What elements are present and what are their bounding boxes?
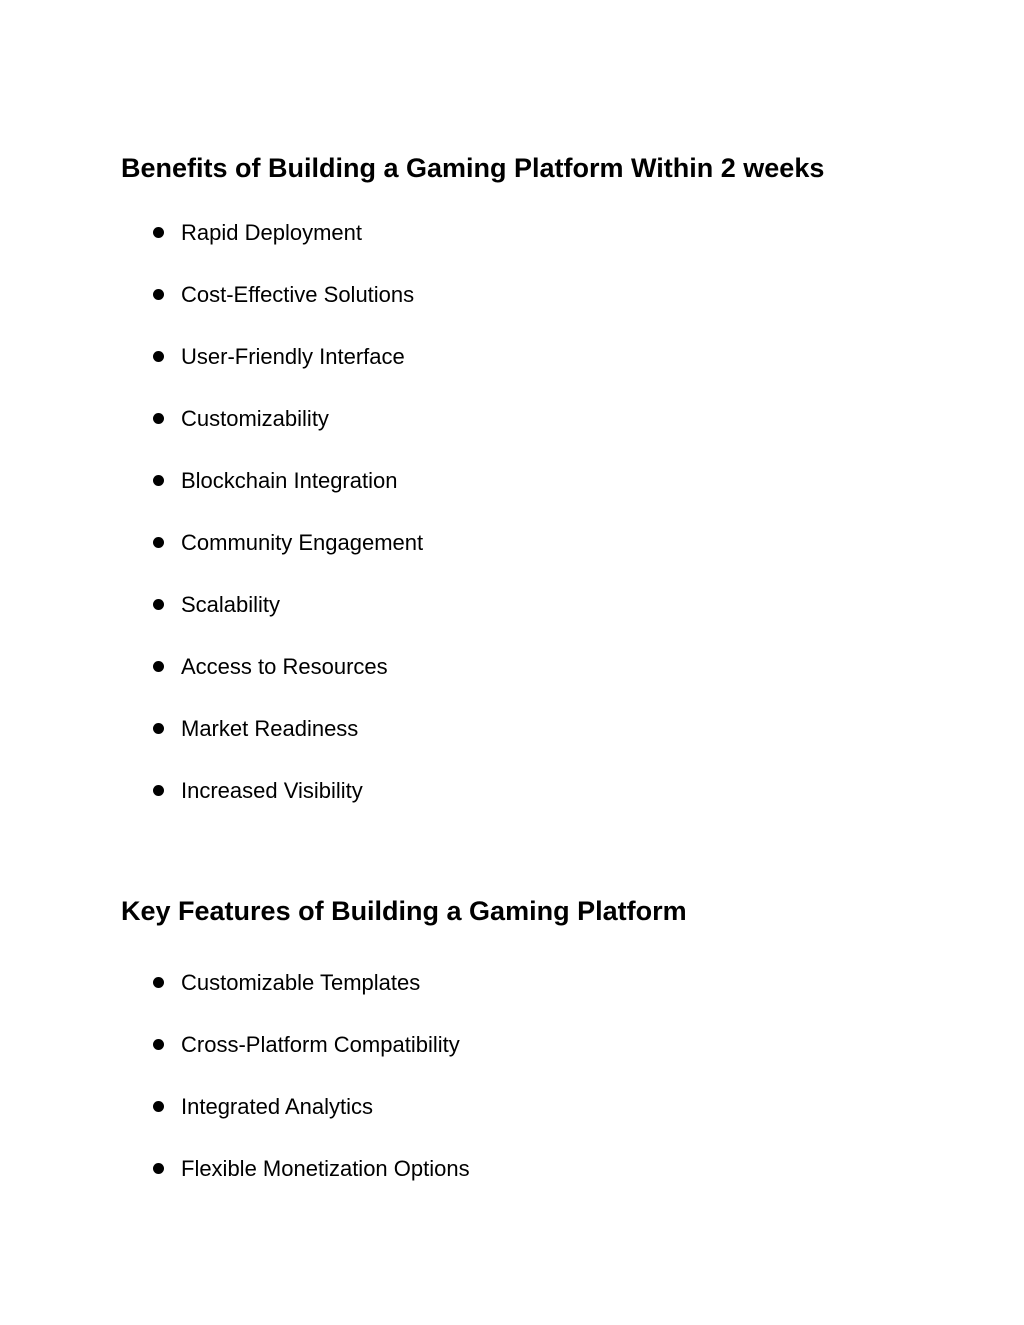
list-item bbox=[0, 281, 900, 343]
list-item bbox=[0, 715, 900, 777]
list-item bbox=[0, 467, 900, 529]
section-heading-features: Key Features of Building a Gaming Platform bbox=[121, 896, 687, 926]
bullet-icon bbox=[153, 1163, 164, 1174]
list-item-label: Customizable Templates bbox=[181, 970, 421, 995]
list-item bbox=[0, 529, 900, 591]
bullet-icon bbox=[153, 661, 164, 672]
bullet-icon bbox=[153, 475, 164, 486]
bullet-icon bbox=[153, 289, 164, 300]
list-item-label: Integrated Analytics bbox=[181, 1094, 374, 1119]
list-item bbox=[0, 591, 900, 653]
bullet-icon bbox=[153, 723, 164, 734]
list-item bbox=[0, 1093, 900, 1155]
list-item-label: Increased Visibility bbox=[181, 778, 363, 803]
bullet-icon bbox=[153, 599, 164, 610]
list-item-label: Cost-Effective Solutions bbox=[181, 282, 415, 307]
list-item bbox=[0, 969, 900, 1031]
list-item-label: Scalability bbox=[181, 592, 281, 617]
list-item-label: Customizability bbox=[181, 406, 329, 431]
list-item bbox=[0, 1031, 900, 1093]
list-item-label: User-Friendly Interface bbox=[181, 344, 405, 369]
bullet-icon bbox=[153, 1039, 164, 1050]
list-item bbox=[0, 405, 900, 467]
list-item-label: Market Readiness bbox=[181, 716, 359, 741]
bullet-icon bbox=[153, 351, 164, 362]
list-item-label: Flexible Monetization Options bbox=[181, 1156, 470, 1181]
bullet-icon bbox=[153, 537, 164, 548]
bullet-icon bbox=[153, 785, 164, 796]
list-item-label: Community Engagement bbox=[181, 530, 424, 555]
list-item-label: Blockchain Integration bbox=[181, 468, 398, 493]
list-item bbox=[0, 653, 900, 715]
list-item bbox=[0, 1155, 900, 1217]
list-item bbox=[0, 777, 900, 839]
bullet-icon bbox=[153, 227, 164, 238]
bullet-icon bbox=[153, 977, 164, 988]
list-item-label: Rapid Deployment bbox=[181, 220, 362, 245]
list-item-label: Access to Resources bbox=[181, 654, 388, 679]
list-item bbox=[0, 219, 900, 281]
bullet-icon bbox=[153, 413, 164, 424]
benefits-list bbox=[0, 219, 900, 839]
list-item-label: Cross-Platform Compatibility bbox=[181, 1032, 460, 1057]
section-heading-benefits: Benefits of Building a Gaming Platform Within 2 weeks bbox=[121, 153, 825, 183]
bullet-icon bbox=[153, 1101, 164, 1112]
features-list bbox=[0, 969, 900, 1217]
list-item bbox=[0, 343, 900, 405]
